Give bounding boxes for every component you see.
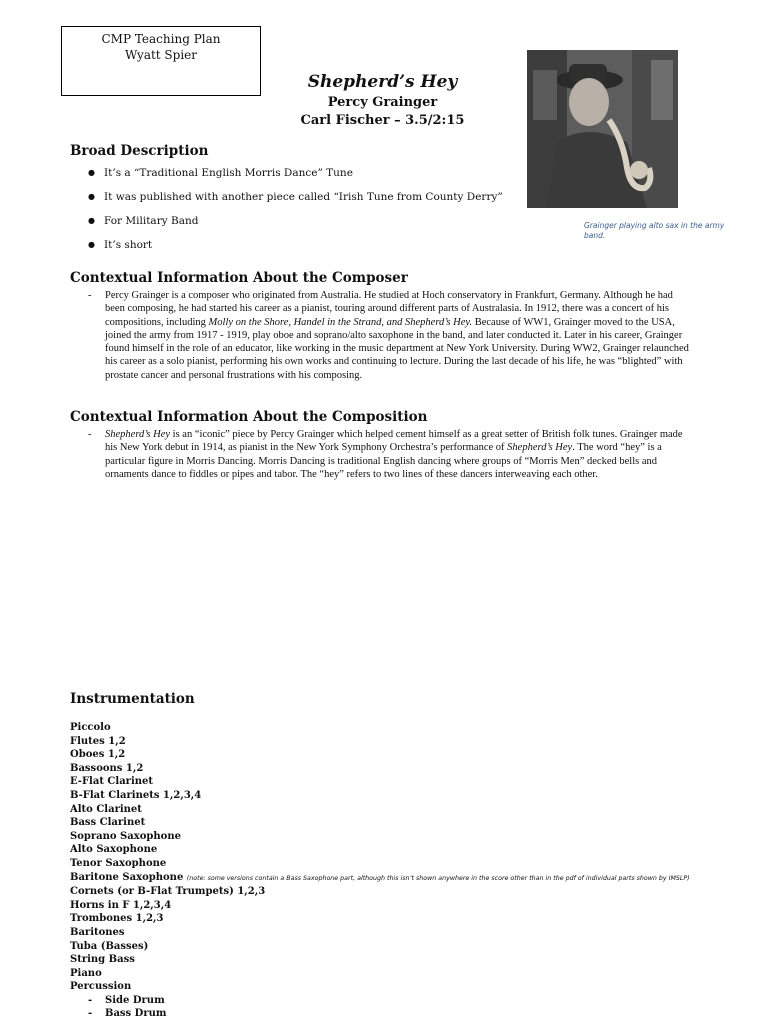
broad-description-list: [88, 165, 503, 261]
photo-grainger-saxophone: [527, 50, 678, 208]
list-item: Horns in F 1,2,3,4: [70, 899, 172, 911]
baritone-sax-label: Baritone Saxophone: [70, 871, 184, 883]
list-item: Bassoons 1,2: [70, 762, 144, 774]
list-item: Percussion: [70, 981, 132, 993]
list-item: Alto Clarinet: [70, 803, 142, 815]
composition-info-text: is an “iconic” piece by Percy Grainger which helped cement himself as a great setter of British folk tunes. Grainger made his New York debut in 1914, as pianist in the New York Symphony Orchestra’s performance of: [105, 429, 683, 454]
composition-info-paragraph: - Shepherd’s Hey is an “iconic” piece by Percy Grainger which helped cement himself as a great setter of British folk tunes. Grainger made his New York debut in 1914, as pianist in the New York Symphony Orchestra’s performance of Shepherd’s Hey. The word “hey” is a particular figure in Morris Dancing. Morris Dancing is traditional English dancing where groups of “Morris Men” decked bells and ornaments dance to fiddles or pipes and tabor. The “hey” refers to two lines of these dancers interweaving each other.: [88, 429, 683, 480]
composition-info-text-rest: . The word “hey” is a particular figure in Morris Dancing. Morris Dancing is traditional English dancing where groups of “Morris Men” decked bells and ornaments dance to fiddles or pipes and tabor. The “hey” refers to two lines of these dancers interweaving each other.: [105, 442, 662, 480]
publisher-info: Carl Fischer – 3.5/2:15: [300, 113, 465, 128]
list-item: Piano: [70, 967, 102, 979]
list-item: Oboes 1,2: [70, 749, 126, 761]
header-box: [61, 26, 261, 96]
list-item: Tenor Saxophone: [70, 857, 167, 869]
list-item: - Side Drum: [88, 994, 165, 1006]
composer-name: Percy Grainger: [327, 95, 438, 110]
percussion-side-drum: Side Drum: [105, 994, 165, 1006]
list-item: Tuba (Basses): [70, 940, 149, 952]
list-item: B-Flat Clarinets 1,2,3,4: [70, 789, 202, 801]
list-item: String Bass: [70, 954, 135, 966]
percussion-bass-drum: Bass Drum: [105, 1008, 167, 1020]
list-item: Trombones 1,2,3: [70, 913, 164, 925]
list-item: Bass Clarinet: [70, 817, 146, 829]
composer-info-heading: Contextual Information About the Composer: [70, 270, 408, 286]
header-line-1: CMP Teaching Plan: [101, 32, 221, 46]
list-item: [70, 871, 690, 886]
list-item: Cornets (or B-Flat Trumpets) 1,2,3: [70, 886, 266, 898]
composer-info-paragraph: - Percy Grainger is a composer who originated from Australia. He studied at Hoch conservatory in Frankfurt, Germany. Although he had been composing, he had started his career as a pianist, touring around different parts of Australasia. In 1912, there was a concert of his compositions, including Molly on the Shore, Handel in the Strand, and Shepherd’s Hey. Because of WW1, Grainger moved to the USA, joined the army from 1917 - 1919, play oboe and soprano/alto saxophone in the band, and later conducted it. Later in his career, Grainger found himself in the role of an educator, like working in the music department at New York University. During WW2, Grainger relaunched his career as a solo pianist, performing his own works and continuing to lecture. During the last decade of his life, he was “blighted” with prostate cancer and personal frustrations with his composing.: [88, 290, 689, 381]
piece-name-italic: Shepherd’s Hey: [105, 429, 171, 440]
piece-name-italic: Shepherd’s Hey: [507, 442, 573, 454]
composer-info-text: Percy Grainger is a composer who originated from Australia. He studied at Hoch conservatory in Frankfurt, Germany. Although he had been composing, he had started his career as a pianist, touring around different parts of Australasia. In 1912, there was a concert of his compositions, including: [105, 290, 673, 328]
list-item: ● For Military Band: [88, 213, 503, 237]
list-item: ● It was published with another piece called “Irish Tune from County Derry”: [88, 189, 503, 213]
composer-info-text-rest: Because of WW1, Grainger moved to the USA, joined the army from 1917 - 1919, play oboe and soprano/alto saxophone in the band, and later conducted it. Later in his career, Grainger found himself in the role of an educator, like working in the music department at New York University. During WW2, Grainger relaunched his career as a solo pianist, performing his own works and continuing to lecture. During the last decade of his life, he was “blighted” with prostate cancer and personal frustrations with his composing.: [105, 316, 689, 381]
list-item: ● It’s a “Traditional English Morris Dance” Tune: [88, 165, 503, 189]
photo-caption: Grainger playing alto sax in the army band.: [584, 221, 725, 240]
list-item: Flutes 1,2: [70, 735, 126, 747]
list-item: Alto Saxophone: [70, 844, 158, 856]
list-item: ● It’s short: [88, 237, 503, 261]
list-item: Soprano Saxophone: [70, 830, 181, 842]
broad-description-heading: Broad Description: [70, 143, 209, 159]
list-item: Baritones: [70, 926, 125, 938]
instrumentation-heading: Instrumentation: [70, 691, 195, 707]
list-item: Piccolo: [70, 722, 111, 733]
list-item: - Bass Drum: [88, 1008, 167, 1020]
header-line-2: Wyatt Spier: [124, 48, 198, 62]
baritone-sax-note: (note: some versions contain a Bass Saxophone part, although this isn’t shown anywhere in the score other than in the pdf of individual parts shown by IMSLP): [186, 874, 690, 882]
instrumentation-list: [70, 721, 690, 1021]
piece-title: Shepherd’s Hey: [307, 72, 458, 92]
composer-info-works: Molly on the Shore, Handel in the Strand, and Shepherd’s Hey.: [208, 316, 473, 328]
composition-info-heading: Contextual Information About the Composition: [70, 409, 428, 425]
list-item: E-Flat Clarinet: [70, 776, 153, 788]
